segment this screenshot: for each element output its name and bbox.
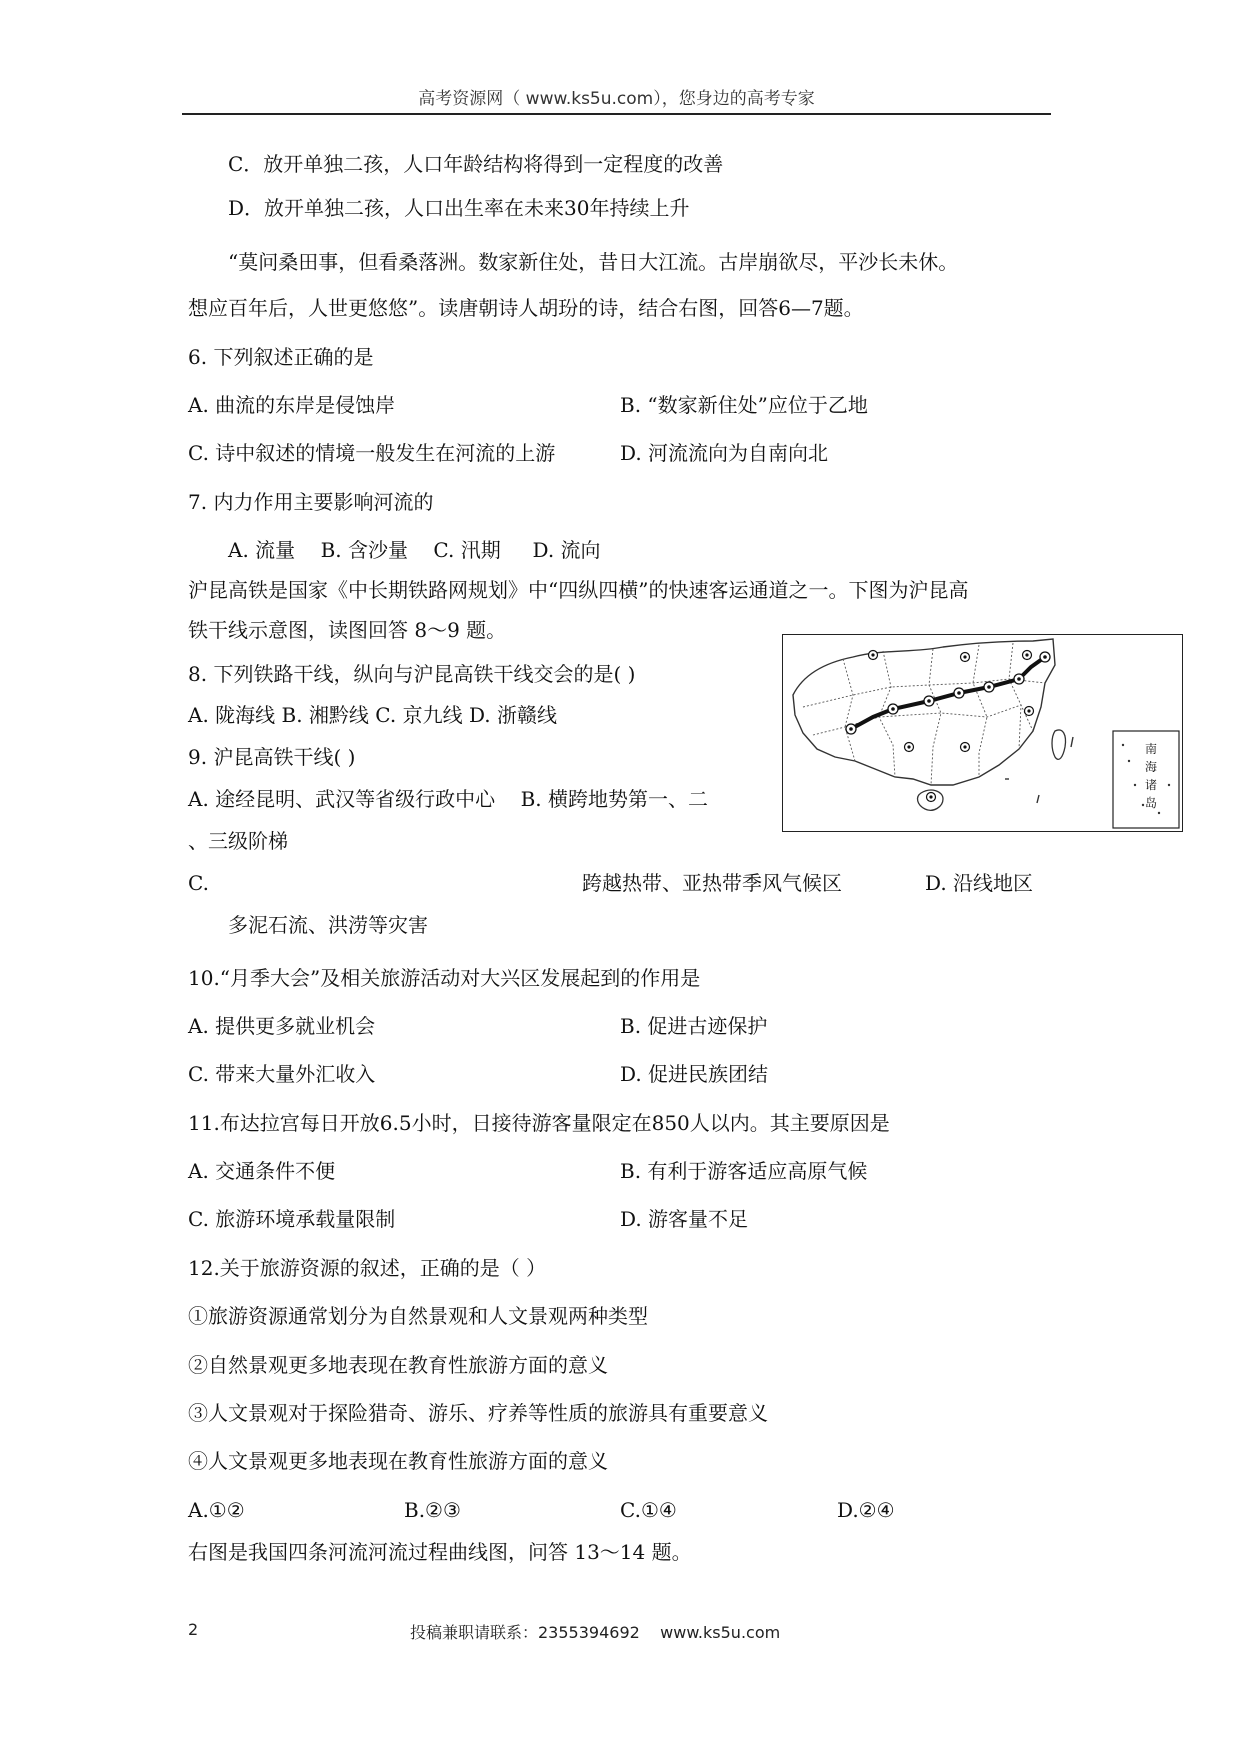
q11-option-c: C. 旅游环境承载量限制 [188, 1207, 396, 1231]
q12-statement-3: ③人文景观对于探险猎奇、游乐、疗养等性质的旅游具有重要意义 [188, 1401, 768, 1425]
header-rule [182, 113, 1051, 115]
footer-contact: 投稿兼职请联系：2355394692 www.ks5u.com [410, 1623, 781, 1642]
hsr-map [783, 635, 1181, 830]
hsr-intro-line-1: 沪昆高铁是国家《中长期铁路网规划》中“四纵四横”的快速客运通道之一。下图为沪昆高 [188, 578, 969, 602]
q12-statement-2: ②自然景观更多地表现在教育性旅游方面的意义 [188, 1353, 608, 1377]
q6-option-b: B. “数家新住处”应位于乙地 [620, 393, 868, 417]
q7-stem: 7. 内力作用主要影响河流的 [188, 490, 434, 514]
q12-option-d: D.②④ [837, 1498, 895, 1522]
inset-label-char-2: 海 [1145, 760, 1158, 774]
q9-option-c-label: C. [188, 871, 209, 895]
q9-option-b-continued: 、三级阶梯 [188, 829, 288, 853]
q6-option-c: C. 诗中叙述的情境一般发生在河流的上游 [188, 441, 556, 465]
province-borders [803, 643, 1045, 785]
hsr-intro-line-2: 铁干线示意图，读图回答 8～9 题。 [188, 618, 507, 642]
q12-statement-1: ①旅游资源通常划分为自然景观和人文景观两种类型 [188, 1304, 648, 1328]
poem-line-1: “莫问桑田事，但看桑落洲。数家新住处，昔日大江流。古岸崩欲尽，平沙长未休。 [228, 250, 959, 274]
inset-label-char-4: 岛 [1145, 796, 1158, 810]
poem-line-2: 想应百年后，人世更悠悠”。读唐朝诗人胡玢的诗，结合右图，回答6—7题。 [188, 296, 864, 320]
q12-option-a: A.①② [188, 1498, 245, 1522]
page-number: 2 [188, 1620, 199, 1639]
q9-options-ab: A. 途经昆明、武汉等省级行政中心 B. 横跨地势第一、二 [188, 787, 708, 811]
q10-stem: 10.“月季大会”及相关旅游活动对大兴区发展起到的作用是 [188, 966, 701, 990]
taiwan-outline [1052, 730, 1066, 759]
q6-stem: 6. 下列叙述正确的是 [188, 345, 374, 369]
q12-statement-4: ④人文景观更多地表现在教育性旅游方面的意义 [188, 1449, 608, 1473]
line-city-markers [846, 652, 1050, 734]
q12-option-b: B.②③ [404, 1498, 461, 1522]
hsr-map-figure [782, 634, 1183, 832]
q11-option-a: A. 交通条件不便 [188, 1159, 336, 1183]
hsr-line [851, 657, 1045, 729]
q9-option-d-continued: 多泥石流、洪涝等灾害 [228, 913, 428, 937]
inset-label-char-3: 诸 [1145, 778, 1158, 792]
q6-option-a: A. 曲流的东岸是侵蚀岸 [188, 393, 396, 417]
q5-option-d: D．放开单独二孩，人口出生率在未来30年持续上升 [228, 196, 690, 220]
q9-option-c-text: 跨越热带、亚热带季风气候区 [582, 871, 842, 895]
q8-options: A. 陇海线 B. 湘黔线 C. 京九线 D. 浙赣线 [188, 703, 557, 727]
q12-stem: 12.关于旅游资源的叙述，正确的是（ ） [188, 1256, 547, 1280]
mainland-outline [793, 639, 1055, 785]
q5-option-c: C．放开单独二孩，人口年龄结构将得到一定程度的改善 [228, 152, 724, 176]
q9-option-d: D. 沿线地区 [925, 871, 1034, 895]
islands [1005, 737, 1073, 803]
inset-label-char-1: 南 [1145, 742, 1158, 756]
q12-option-c: C.①④ [620, 1498, 677, 1522]
q10-option-b: B. 促进古迹保护 [620, 1014, 768, 1038]
page-header: 高考资源网（ www.ks5u.com），您身边的高考专家 [418, 89, 815, 109]
q10-option-a: A. 提供更多就业机会 [188, 1014, 376, 1038]
q6-option-d: D. 河流流向为自南向北 [620, 441, 829, 465]
q11-stem: 11.布达拉宫每日开放6.5小时，日接待游客量限定在850人以内。其主要原因是 [188, 1111, 890, 1135]
q11-option-b: B. 有利于游客适应高原气候 [620, 1159, 868, 1183]
q11-option-d: D. 游客量不足 [620, 1207, 749, 1231]
q10-option-d: D. 促进民族团结 [620, 1062, 769, 1086]
q10-option-c: C. 带来大量外汇收入 [188, 1062, 376, 1086]
q8-stem: 8. 下列铁路干线，纵向与沪昆高铁干线交会的是( ) [188, 662, 636, 686]
q7-options: A. 流量 B. 含沙量 C. 汛期 D. 流向 [228, 538, 601, 562]
q13-intro: 右图是我国四条河流河流过程曲线图，问答 13～14 题。 [188, 1540, 692, 1564]
q9-stem: 9. 沪昆高铁干线( ) [188, 745, 356, 769]
